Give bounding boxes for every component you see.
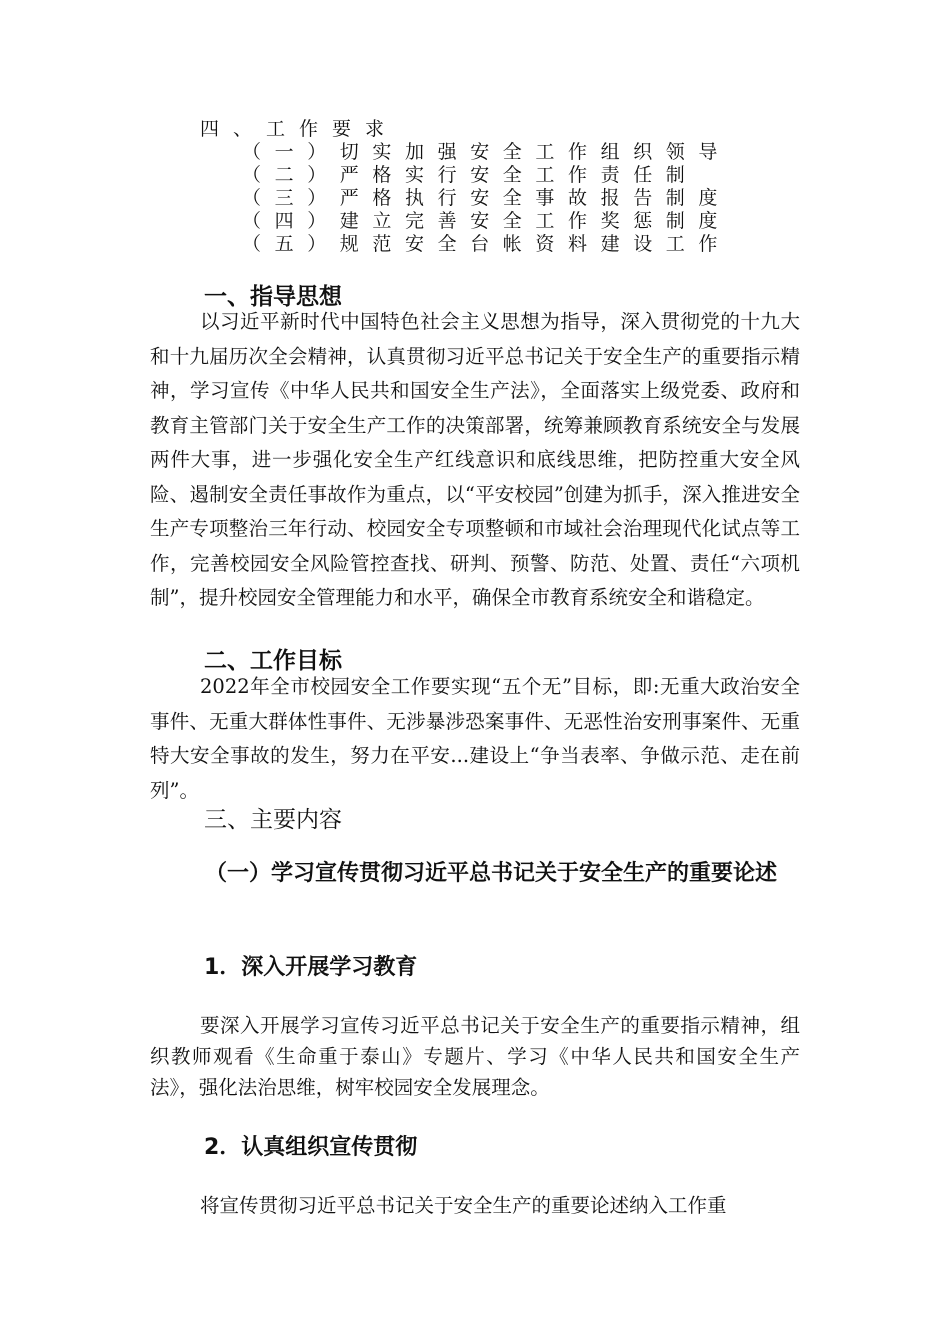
outline-heading: 四、工作要求: [200, 118, 399, 140]
guiding-paragraph: 以习近平新时代中国特色社会主义思想为指导，深入贯彻党的十九大和十九届历次全会精神，认真贯彻习近平总书记关于安全生产的重要指示精神，学习宣传《中华人民共和国安全生产法》，全面落实上级党委、政府和教育主管部门关于安全生产工作的决策部署，统筹兼顾教育系统安全与发展两件大事，进一步强化安全生产红线意识和底线思维，把防控重大安全风险、遏制安全责任事故作为重点，以“平安校园”创建为抓手，深入推进安全生产专项整治三年行动、校园安全专项整顿和市域社会治理现代化试点等工作，完善校园安全风险管控查找、研判、预警、防范、处置、责任“六项机制”，提升校园安全管理能力和水平，确保全市教育系统安全和谐稳定。: [150, 310, 800, 609]
item-paragraph-1: 要深入开展学习宣传习近平总书记关于安全生产的重要指示精神，组织教师观看《生命重于泰山》专题片、学习《中华人民共和国安全生产法》，强化法治思维，树牢校园安全发展理念。: [150, 1014, 800, 1099]
outline-item: （一）切实加强安全工作组织领导: [242, 141, 732, 163]
outline-item: （五）规范安全台帐资料建设工作: [242, 233, 732, 255]
item-heading-1: 1．深入开展学习教育: [204, 955, 418, 980]
section-heading-goals: 二、工作目标: [204, 648, 342, 674]
item-paragraph-2: 将宣传贯彻习近平总书记关于安全生产的重要论述纳入工作重: [200, 1194, 727, 1217]
section-heading-content: 三、主要内容: [204, 807, 342, 833]
outline-item: （四）建立完善安全工作奖惩制度: [242, 210, 732, 232]
section-heading-guiding: 一、指导思想: [204, 284, 342, 310]
outline-item: （三）严格执行安全事故报告制度: [242, 187, 732, 209]
subsection-heading: （一）学习宣传贯彻习近平总书记关于安全生产的重要论述: [205, 861, 778, 886]
item-heading-2: 2．认真组织宣传贯彻: [204, 1135, 418, 1160]
outline-item: （二）严格实行安全工作责任制: [242, 164, 699, 186]
work-requirements-outline: [200, 118, 760, 256]
goals-paragraph: 2022年全市校园安全工作要实现“五个无”目标，即:无重大政治安全事件、无重大群体性事件、无涉暴涉恐案事件、无恶性治安刑事案件、无重特大安全事故的发生，努力在平安...建设上“争当表率、争做示范、走在前列”。: [150, 675, 800, 802]
